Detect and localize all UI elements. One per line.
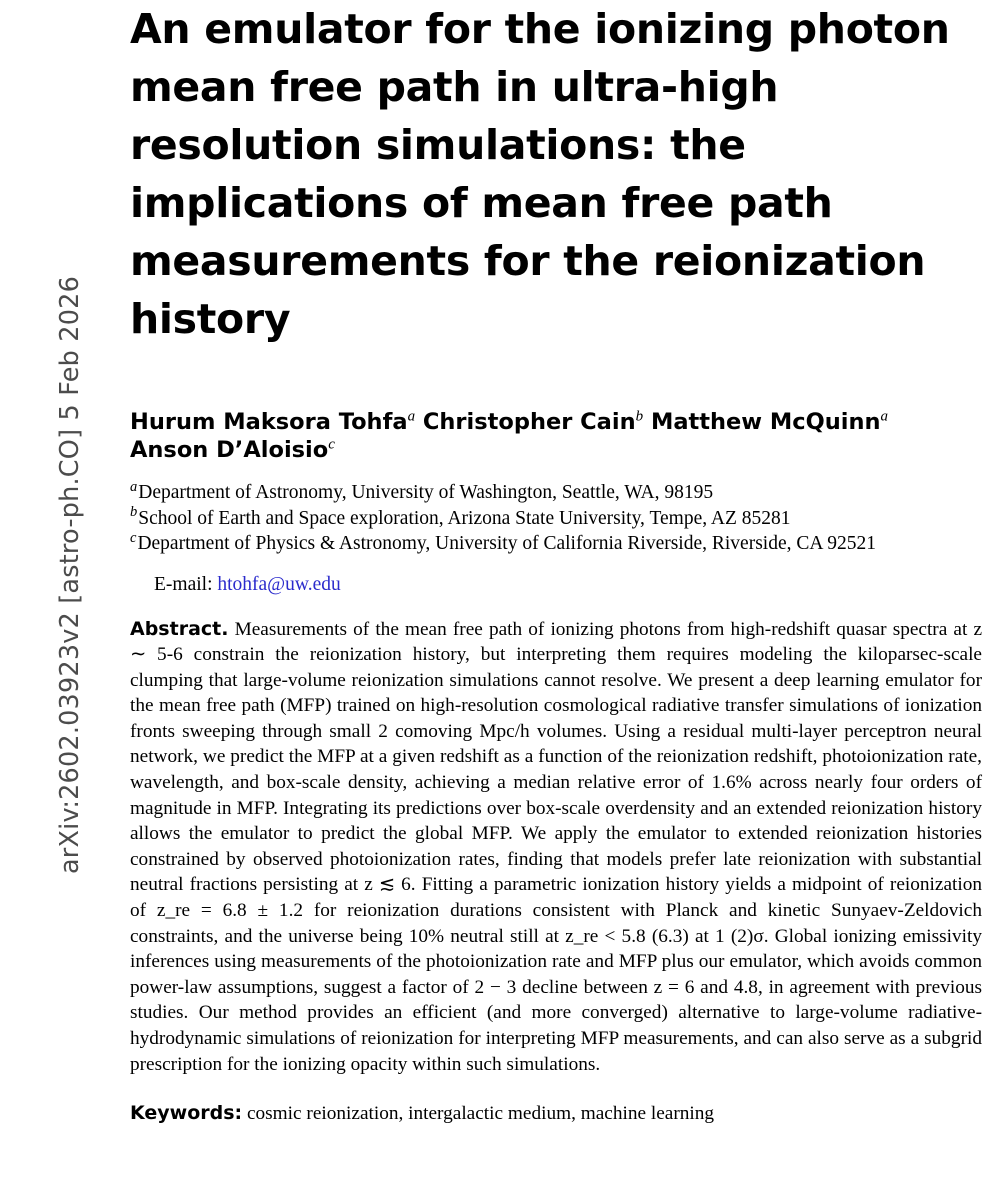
affiliation-mark: c (130, 529, 137, 546)
affiliation-mark: a (130, 478, 138, 495)
author-name-2: Christopher Cain (422, 409, 636, 435)
affiliation-text: School of Earth and Space exploration, Arizona State University, Tempe, AZ 85281 (138, 507, 791, 529)
author-affil-mark-2: b (635, 408, 644, 425)
author-affil-mark-4: c (328, 436, 335, 453)
keywords-heading: Keywords: (130, 1102, 243, 1125)
affiliation-list (130, 480, 982, 557)
author-list (130, 408, 940, 464)
author-name-4: Anson D’Aloisio (130, 437, 329, 463)
author-affil-mark-3: a (880, 408, 889, 425)
email-label: E-mail: (154, 573, 213, 595)
author-name-3: Matthew McQuinn (650, 409, 881, 435)
arxiv-identifier-stamp: arXiv:2602.03923v2 [astro-ph.CO] 5 Feb 2026 (55, 276, 85, 875)
paper-page (130, 0, 983, 1200)
affiliation-item (130, 531, 982, 557)
affiliation-mark: b (130, 504, 138, 520)
affiliation-text: Department of Physics & Astronomy, University of California Riverside, Riverside, CA 92521 (137, 533, 876, 554)
abstract-body: Measurements of the mean free path of ionizing photons from high-redshift quasar spectra at z ∼ 5-6 constrain the reionization history, but interpreting them requires modeling the kiloparsec-scale clumping that large-volume reionization simulations cannot resolve. We present a deep learning emulator for the mean free path (MFP) trained on high-resolution cosmological radiative transfer simulations of ionization fronts sweeping through small 2 comoving Mpc/h volumes. Using a residual multi-layer perceptron neural network, we predict the MFP at a given redshift as a function of the reionization redshift, photoionization rate, wavelength, and box-scale density, achieving a median relative error of 1.6% across nearly four orders of magnitude in MFP. Integrating its predictions over box-scale overdensity and an extended reionization history allows the emulator to predict the global MFP. We apply the emulator to extended reionization histories constrained by observed photoionization rates, finding that models prefer late reionization with substantial neutral fractions persisting at z ≲ 6. Fitting a parametric ionization history yields a midpoint of reionization of z_re = 6.8 ± 1.2 for reionization durations consistent with Planck and kinetic Sunyaev-Zeldovich constraints, and the universe being 10% neutral still at z_re < 5.8 (6.3) at 1 (2)σ. Global ionizing emissivity inferences using measurements of the photoionization rate and MFP plus our emulator, which avoids common power-law assumptions, suggest a factor of 2 − 3 decline between z = 6 and 4.8, in agreement with previous studies. Our method provides an efficient (and more converged) alternative to large-volume radiative-hydrodynamic simulations of reionization for interpreting MFP measurements, and can also serve as a subgrid prescription for the ionizing opacity within such simulations. (130, 618, 982, 1075)
abstract-section (130, 617, 982, 1078)
affiliation-item (130, 480, 982, 506)
keywords-list: cosmic reionization, intergalactic medium, machine learning (246, 1103, 715, 1125)
abstract-heading: Abstract. (130, 617, 229, 640)
affiliation-item (130, 506, 982, 532)
author-name-1: Hurum Maksora Tohfa (130, 409, 408, 435)
contact-email-line (130, 574, 983, 596)
keywords-section (130, 1101, 982, 1127)
author-affil-mark-1: a (407, 408, 416, 425)
affiliation-text: Department of Astronomy, University of Washington, Seattle, WA, 98195 (138, 482, 714, 503)
page-title: An emulator for the ionizing photon mean free path in ultra-high resolution simulations: the implications of mean free path measurements for the reionization history (130, 5, 950, 343)
email-link[interactable]: htohfa@uw.edu (217, 573, 341, 595)
